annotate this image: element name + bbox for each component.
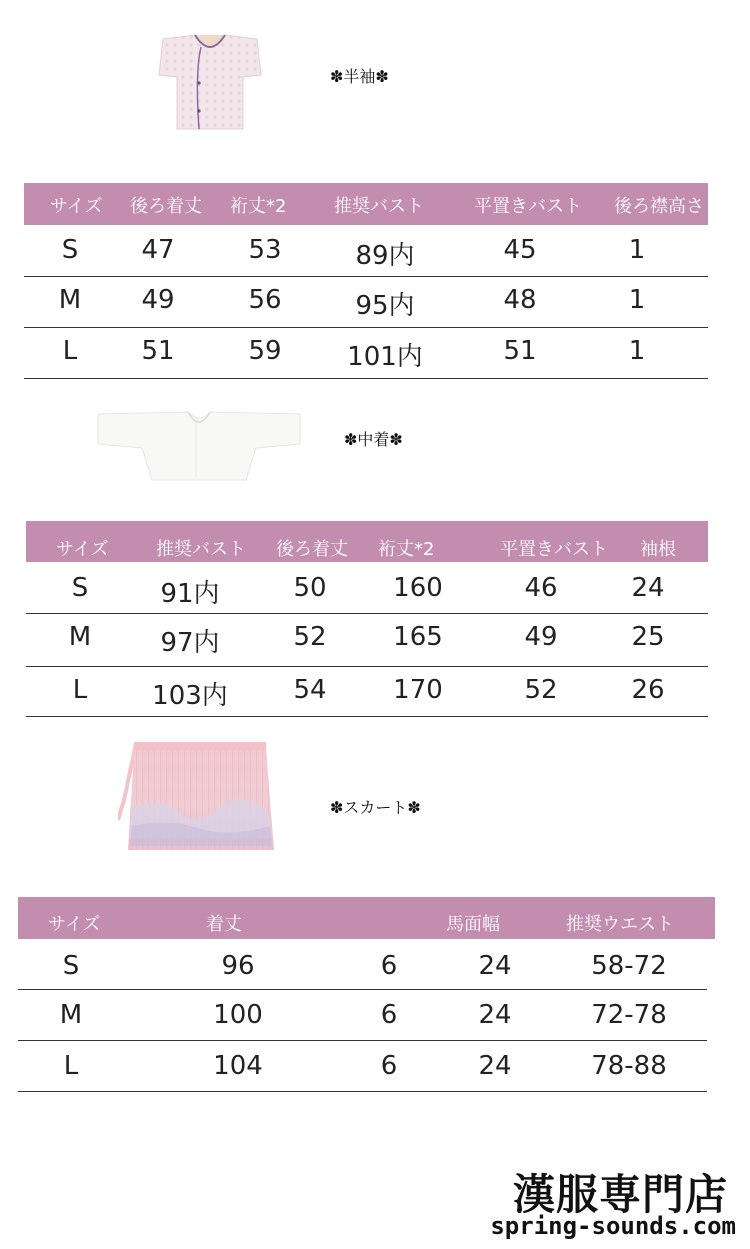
header-cell: 推奨バスト [156, 539, 246, 560]
section-title-skirt: ✽スカート✽ [330, 798, 421, 817]
table-cell: 72-78 [591, 1000, 667, 1030]
skirt-image [118, 738, 282, 856]
table-header [24, 183, 708, 225]
header-cell: 後ろ襟高さ [614, 196, 704, 217]
table-cell: 24 [478, 1000, 512, 1030]
table-cell: 95内 [355, 291, 415, 321]
table-cell: 24 [478, 1051, 512, 1081]
size-table-short-sleeve [24, 183, 708, 379]
table-cell: 54 [293, 675, 327, 705]
table-cell: M [58, 285, 82, 315]
section-title-short-sleeve: ✽半袖✽ [330, 67, 389, 86]
table-cell: 89内 [355, 241, 415, 271]
header-cell: 裄丈*2 [378, 539, 435, 560]
table-cell: 49 [524, 622, 558, 652]
table-row [18, 1041, 707, 1092]
table-header [18, 897, 715, 939]
table-cell: 96 [221, 951, 255, 981]
table-cell: 25 [631, 622, 665, 652]
table-cell: 104 [213, 1051, 263, 1081]
header-cell: サイズ [48, 914, 101, 935]
table-cell: L [63, 1051, 79, 1081]
table-cell: 45 [503, 235, 537, 265]
table-row [24, 277, 708, 328]
header-cell: サイズ [50, 196, 103, 217]
table-cell: 49 [141, 285, 175, 315]
table-cell: 91内 [160, 579, 220, 609]
section-title-inner-garment: ✽中着✽ [344, 430, 403, 449]
table-cell: 52 [293, 622, 327, 652]
table-cell: 58-72 [591, 951, 667, 981]
brand-url: spring-sounds.com [490, 1212, 736, 1240]
table-cell: M [59, 1000, 83, 1030]
table-cell: M [68, 622, 92, 652]
table-cell: 59 [248, 336, 282, 366]
table-row [24, 328, 708, 379]
table-row [26, 563, 708, 614]
table-cell: 50 [293, 573, 327, 603]
table-cell: 46 [524, 573, 558, 603]
header-cell: 袖根 [640, 539, 676, 560]
table-cell: 52 [524, 675, 558, 705]
table-cell: L [62, 336, 78, 366]
short-sleeve-top-image [155, 33, 265, 133]
header-cell: 着丈 [206, 914, 242, 935]
header-cell: 推奨バスト [334, 196, 424, 217]
size-table-skirt [18, 897, 715, 1093]
table-cell: 101内 [347, 342, 423, 372]
table-cell: 160 [393, 573, 443, 603]
table-row [24, 225, 708, 277]
brand-name: 漢服専門店 [512, 1170, 728, 1219]
table-cell: 24 [478, 951, 512, 981]
header-cell: 馬面幅 [446, 914, 500, 935]
table-cell: 48 [503, 285, 537, 315]
header-cell: 推奨ウエスト [566, 914, 674, 935]
table-cell: S [61, 235, 79, 265]
table-cell: 6 [380, 951, 398, 981]
table-cell: S [62, 951, 80, 981]
table-cell: 1 [628, 235, 646, 265]
table-row [26, 667, 708, 717]
table-row [26, 614, 708, 667]
table-row [18, 939, 707, 990]
size-table-inner-garment [26, 521, 708, 717]
header-cell: 平置きバスト [500, 539, 608, 560]
table-header [26, 521, 708, 562]
table-cell: 26 [631, 675, 665, 705]
header-cell: 後ろ着丈 [130, 196, 202, 217]
table-cell: 103内 [152, 681, 228, 711]
table-cell: 6 [380, 1000, 398, 1030]
header-cell: サイズ [56, 539, 109, 560]
table-cell: 78-88 [591, 1051, 667, 1081]
table-cell: 1 [628, 285, 646, 315]
header-cell: 後ろ着丈 [276, 539, 348, 560]
table-cell: 53 [248, 235, 282, 265]
table-cell: 1 [628, 336, 646, 366]
table-cell: 47 [141, 235, 175, 265]
table-cell: 100 [213, 1000, 263, 1030]
table-cell: 170 [393, 675, 443, 705]
table-cell: 165 [393, 622, 443, 652]
table-cell: 56 [248, 285, 282, 315]
header-cell: 裄丈*2 [230, 196, 287, 217]
table-cell: S [71, 573, 89, 603]
table-cell: 6 [380, 1051, 398, 1081]
table-cell: 51 [141, 336, 175, 366]
table-cell: 97内 [160, 628, 220, 658]
table-cell: 24 [631, 573, 665, 603]
inner-garment-image [96, 410, 302, 482]
table-cell: 51 [503, 336, 537, 366]
table-row [18, 990, 707, 1041]
header-cell: 平置きバスト [474, 196, 582, 217]
table-cell: L [72, 675, 88, 705]
